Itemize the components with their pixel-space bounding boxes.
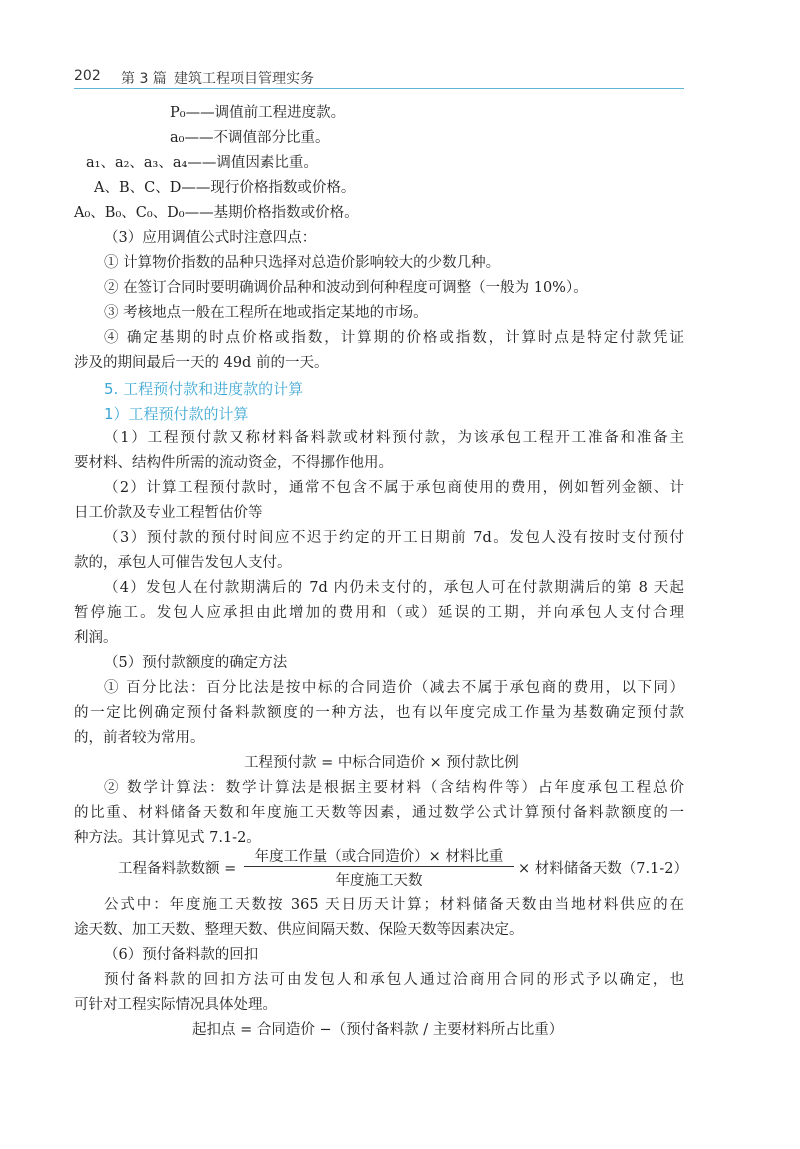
formula-right: × 材料储备天数（7.1-2） (518, 861, 688, 877)
def-abcd0: A₀、B₀、C₀、D₀——基期价格指数或价格。 (74, 205, 359, 221)
note-item-4-line2: 涉及的期间最后一天的 49d 前的一天。 (74, 355, 329, 371)
chapter-label: 第 3 篇 (121, 71, 167, 87)
formula-left: 工程备料款数额 = (118, 861, 237, 877)
section-5-sub1: 1）工程预付款的计算 (104, 405, 249, 423)
para4-line3: 利润。 (74, 630, 118, 646)
para6-line1: 预付备料款的回扣方法可由发包人和承包人通过洽商用合同的形式予以确定，也 (104, 972, 684, 988)
formula-note-line2: 途天数、加工天数、整理天数、供应间隔天数、保险天数等因素决定。 (74, 922, 524, 938)
header-rule (74, 88, 684, 89)
formula-material-amount (118, 845, 688, 889)
fraction-bar (244, 866, 514, 867)
method2-line2: 的比重、材料储备天数和年度施工天数等因素，通过数学公式计算预付备料款额度的一 (74, 805, 684, 821)
para1-line2: 要材料、结构件所需的流动资金，不得挪作他用。 (74, 455, 393, 471)
method1-line3: 的，前者较为常用。 (74, 730, 205, 746)
para4-line1: （4）发包人在付款期满后的 7d 内仍未支付的，承包人可在付款期满后的第 8 天起 (104, 580, 684, 596)
section-5-title: 5. 工程预付款和进度款的计算 (104, 380, 304, 398)
formula-note-line1: 公式中：年度施工天数按 365 天日历天计算；材料储备天数由当地材料供应的在 (104, 897, 684, 913)
note-item-4-line1: ④ 确定基期的时点价格或指数，计算期的价格或指数，计算时点是特定付款凭证 (104, 330, 684, 346)
def-a0: a₀——不调值部分比重。 (170, 130, 330, 146)
para2-line2: 日工价款及专业工程暂估价等 (74, 505, 263, 521)
note-item-3: ③ 考核地点一般在工程所在地或指定某地的市场。 (104, 305, 428, 321)
def-a-list: a₁、a₂、a₃、a₄——调值因素比重。 (86, 155, 318, 171)
para3-line2: 款的，承包人可催告发包人支付。 (74, 555, 292, 571)
note-item-1: ① 计算物价指数的品种只选择对总造价影响较大的少数几种。 (104, 255, 501, 271)
notes-title: （3）应用调值公式时注意四点： (104, 230, 317, 246)
page-header (74, 66, 684, 92)
para2-line1: （2）计算工程预付款时，通常不包含不属于承包商使用的费用，例如暂列金额、计 (104, 480, 684, 496)
formula-deduction-point: 起扣点 = 合同造价 −（预付备料款 / 主要材料所占比重） (192, 1022, 564, 1038)
formula-prepayment: 工程预付款 = 中标合同造价 × 预付款比例 (244, 755, 519, 771)
para4-line2: 暂停施工。发包人应承担由此增加的费用和（或）延误的工期，并向承包人支付合理 (74, 605, 684, 621)
book-title: 建筑工程项目管理实务 (174, 71, 314, 87)
para1-line1: （1）工程预付款又称材料备料款或材料预付款，为该承包工程开工准备和准备主 (104, 430, 684, 446)
note-item-2: ② 在签订合同时要明确调价品种和波动到何种程度可调整（一般为 10%）。 (104, 280, 588, 296)
method2-line3: 种方法。其计算见式 7.1-2。 (74, 830, 261, 846)
para6-line2: 可针对工程实际情况具体处理。 (74, 997, 277, 1013)
formula-numerator: 年度工作量（或合同造价）× 材料比重 (254, 849, 504, 865)
para6-title: （6）预付备料款的回扣 (104, 947, 259, 963)
def-p0: P₀——调值前工程进度款。 (170, 105, 346, 121)
method1-line1: ① 百分比法：百分比法是按中标的合同造价（减去不属于承包商的费用，以下同） (104, 680, 684, 696)
formula-denominator: 年度施工天数 (335, 873, 423, 889)
method2-line1: ② 数学计算法：数学计算法是根据主要材料（含结构件等）占年度承包工程总价 (104, 780, 684, 796)
para3-line1: （3）预付款的预付时间应不迟于约定的开工日期前 7d。发包人没有按时支付预付 (104, 530, 684, 546)
method1-line2: 的一定比例确定预付备料款额度的一种方法，也有以年度完成工作量为基数确定预付款 (74, 705, 684, 721)
para5-title: （5）预付款额度的确定方法 (104, 655, 288, 671)
page-number: 202 (74, 68, 101, 84)
def-abcd: A、B、C、D——现行价格指数或价格。 (94, 180, 356, 196)
